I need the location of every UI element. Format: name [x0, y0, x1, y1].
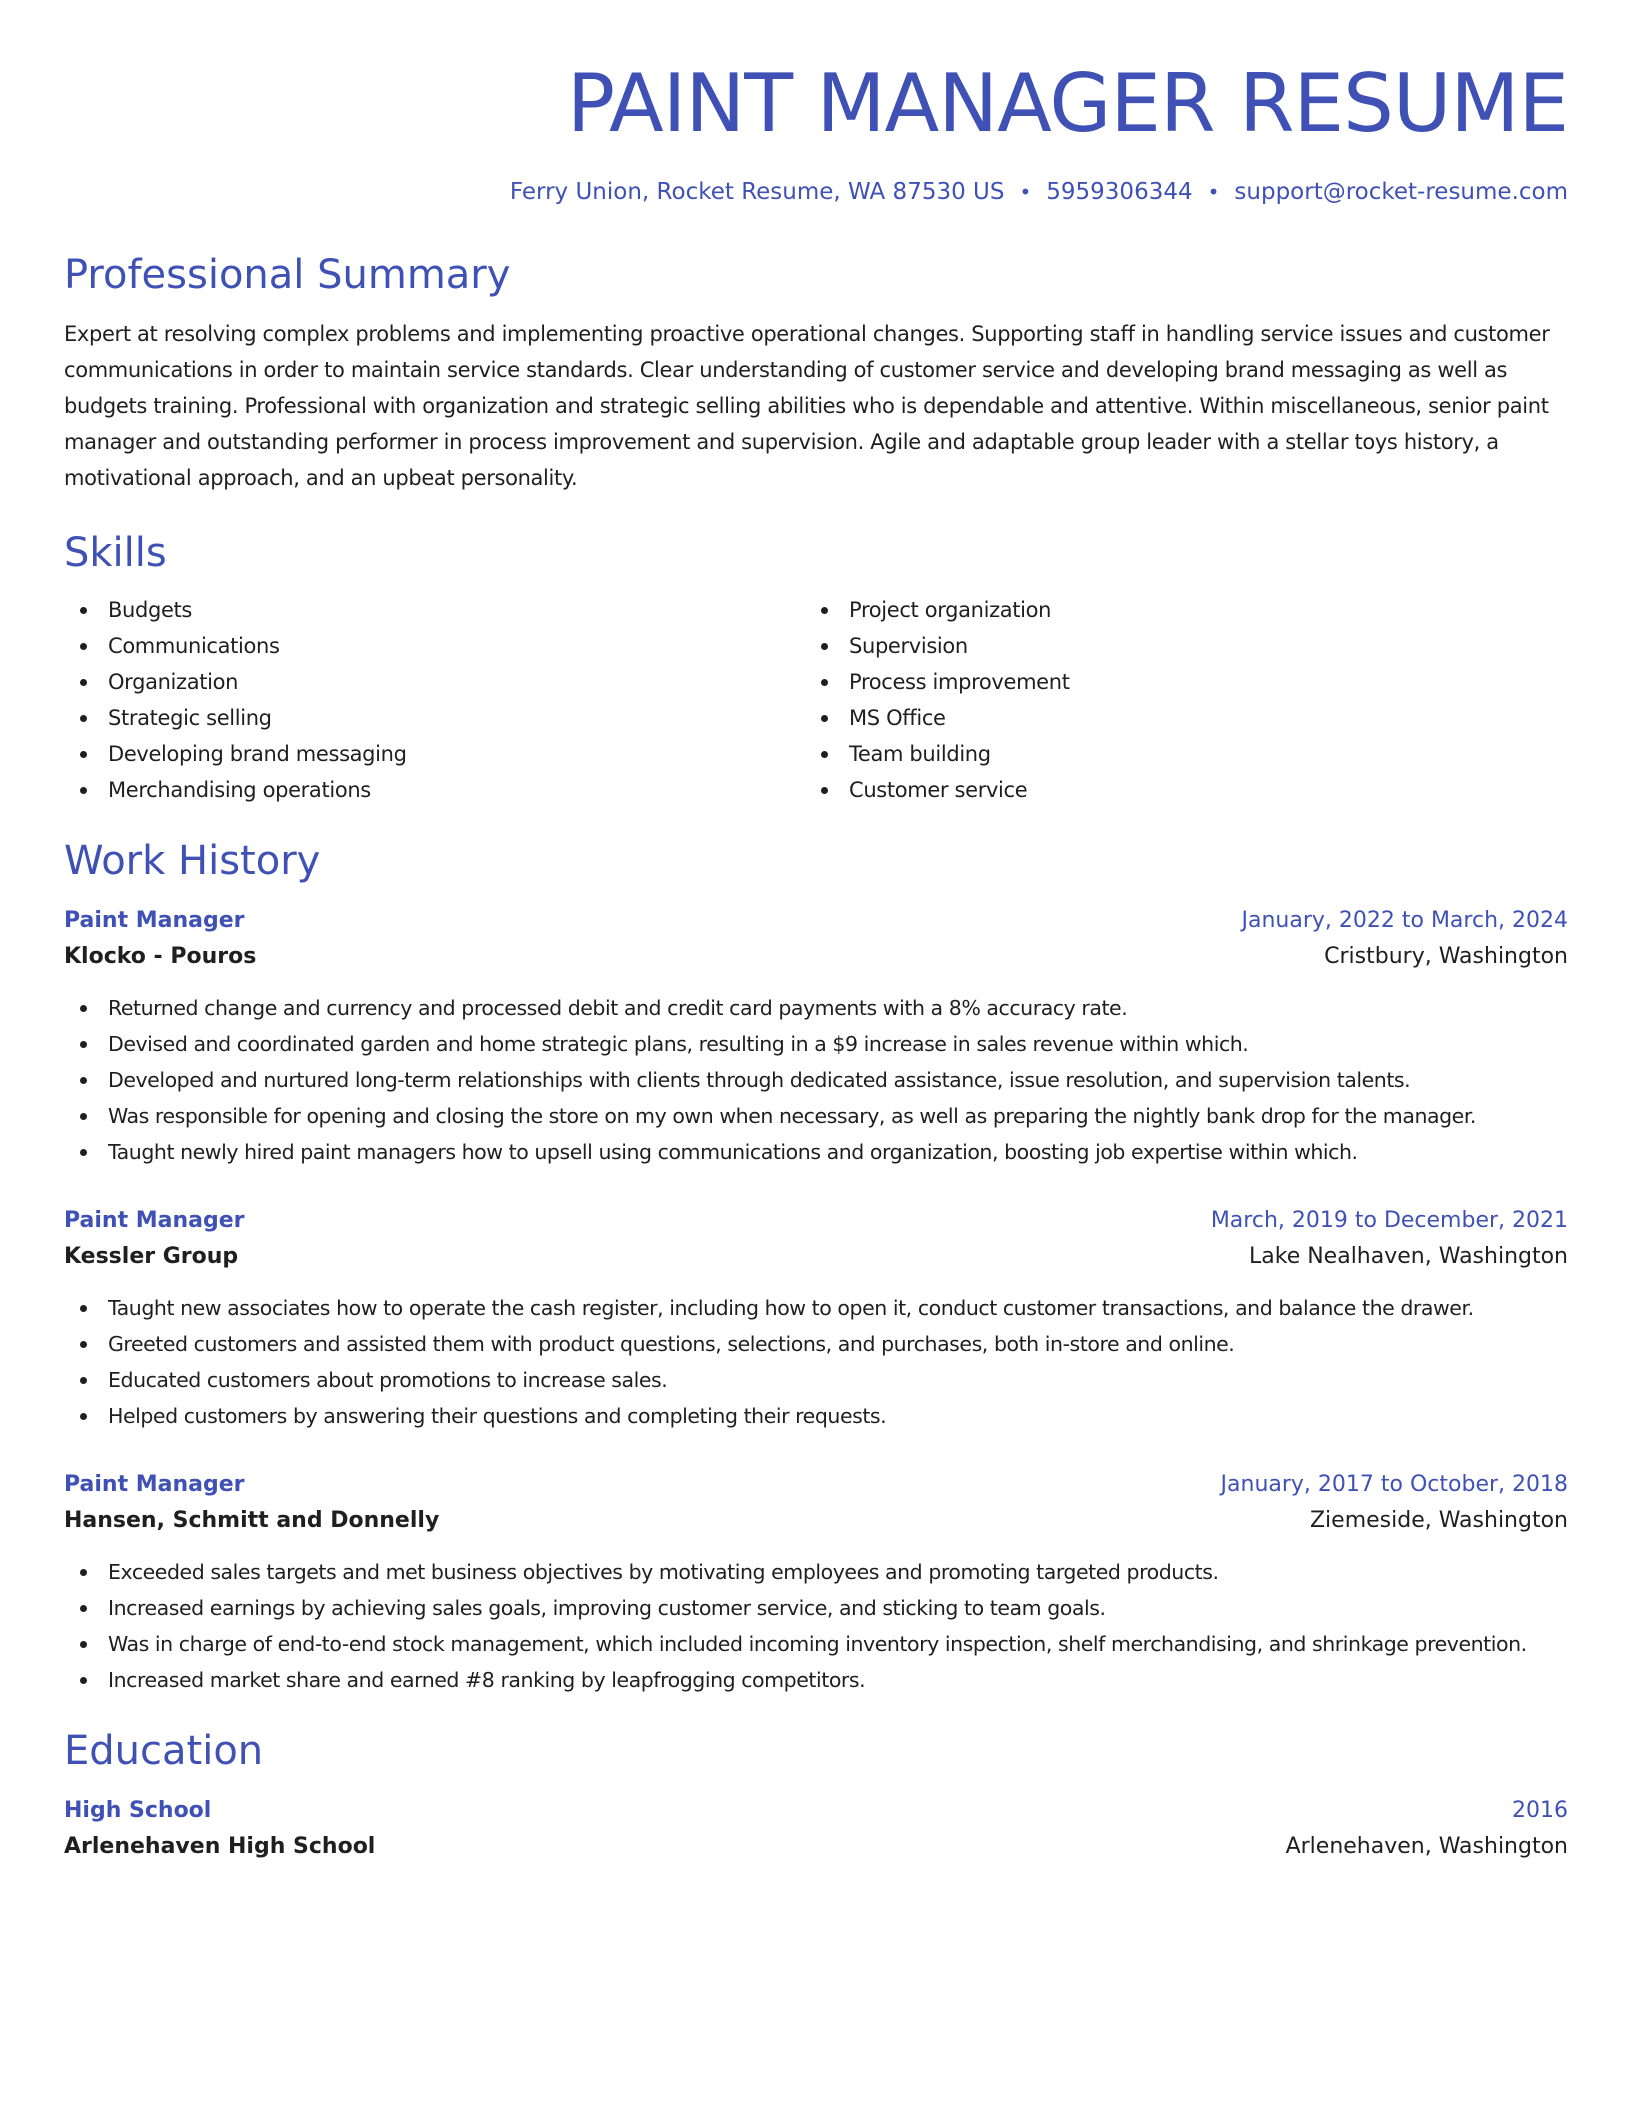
job-company: Kessler Group	[64, 1244, 239, 1269]
contact-line	[64, 176, 1568, 208]
skills-column-left	[64, 592, 805, 808]
skill-item: Developing brand messaging	[64, 736, 805, 772]
education-entry	[64, 1794, 1568, 1866]
job-dates: January, 2022 to March, 2024	[1241, 908, 1568, 933]
skill-item: Organization	[64, 664, 805, 700]
contact-email: support@rocket-resume.com	[1234, 179, 1568, 205]
job-bullet: Helped customers by answering their questions and completing their requests.	[64, 1398, 1568, 1434]
job-dates: March, 2019 to December, 2021	[1210, 1208, 1568, 1233]
job-title: Paint Manager	[64, 908, 245, 933]
job-entry	[64, 1204, 1568, 1434]
education-heading: Education	[64, 1728, 264, 1774]
job-bullet: Increased market share and earned #8 ranking by leapfrogging competitors.	[64, 1662, 1568, 1698]
skill-item: Customer service	[805, 772, 1546, 808]
skill-item: Merchandising operations	[64, 772, 805, 808]
job-bullet: Taught new associates how to operate the cash register, including how to open it, conduct customer transactions, and balance the drawer.	[64, 1290, 1568, 1326]
job-location: Cristbury, Washington	[1324, 944, 1568, 969]
job-bullet: Devised and coordinated garden and home strategic plans, resulting in a $9 increase in sales revenue within which.	[64, 1026, 1568, 1062]
job-title: Paint Manager	[64, 1208, 245, 1233]
skills-heading: Skills	[64, 530, 167, 576]
job-bullet: Was in charge of end-to-end stock management, which included incoming inventory inspection, shelf merchandising, and shrinkage prevention.	[64, 1626, 1568, 1662]
job-bullet: Developed and nurtured long-term relationships with clients through dedicated assistance, issue resolution, and supervision talents.	[64, 1062, 1568, 1098]
contact-separator: •	[1207, 180, 1220, 204]
job-bullets	[64, 990, 1568, 1170]
job-title-row	[64, 1204, 1568, 1238]
education-location: Arlenehaven, Washington	[1285, 1834, 1568, 1859]
job-entry	[64, 1468, 1568, 1698]
skill-item: Process improvement	[805, 664, 1546, 700]
education-school: Arlenehaven High School	[64, 1834, 376, 1859]
job-location: Ziemeside, Washington	[1309, 1508, 1568, 1533]
education-degree-row	[64, 1794, 1568, 1828]
job-entry	[64, 904, 1568, 1170]
skill-item: Supervision	[805, 628, 1546, 664]
resume-name: PAINT MANAGER RESUME	[566, 57, 1568, 150]
job-title-row	[64, 1468, 1568, 1502]
skill-item: MS Office	[805, 700, 1546, 736]
job-bullet: Increased earnings by achieving sales goals, improving customer service, and sticking to team goals.	[64, 1590, 1568, 1626]
skill-item: Project organization	[805, 592, 1546, 628]
job-company: Klocko - Pouros	[64, 944, 257, 969]
job-dates: January, 2017 to October, 2018	[1220, 1472, 1568, 1497]
skill-item: Strategic selling	[64, 700, 805, 736]
job-company-row	[64, 1502, 1568, 1540]
job-bullets	[64, 1290, 1568, 1434]
contact-address: Ferry Union, Rocket Resume, WA 87530 US	[509, 179, 1005, 205]
education-year: 2016	[1512, 1798, 1568, 1823]
job-company-row	[64, 938, 1568, 976]
summary-text: Expert at resolving complex problems and implementing proactive operational changes. Supporting staff in handling service issues and customer communications in order to maintain service standards. Clear understanding of customer service and developing brand messaging as well as budgets training. Professional with organization and strategic selling abilities who is dependable and attentive. Within miscellaneous, senior paint manager and outstanding performer in process improvement and supervision. Agile and adaptable group leader with a stellar toys history, a motivational approach, and an upbeat personality.	[64, 322, 1550, 490]
resume-page	[64, 0, 1568, 1866]
job-bullets	[64, 1554, 1568, 1698]
job-company-row	[64, 1238, 1568, 1276]
education-degree: High School	[64, 1798, 212, 1823]
contact-phone: 5959306344	[1046, 179, 1193, 205]
skill-item: Communications	[64, 628, 805, 664]
skills-list	[64, 592, 1568, 808]
skill-item: Team building	[805, 736, 1546, 772]
job-title: Paint Manager	[64, 1472, 245, 1497]
summary-heading: Professional Summary	[64, 252, 511, 298]
job-bullet: Exceeded sales targets and met business objectives by motivating employees and promoting targeted products.	[64, 1554, 1568, 1590]
job-location: Lake Nealhaven, Washington	[1249, 1244, 1568, 1269]
job-bullet: Greeted customers and assisted them with product questions, selections, and purchases, both in-store and online.	[64, 1326, 1568, 1362]
education-school-row	[64, 1828, 1568, 1866]
job-bullet: Was responsible for opening and closing the store on my own when necessary, as well as preparing the nightly bank drop for the manager.	[64, 1098, 1568, 1134]
job-bullet: Returned change and currency and processed debit and credit card payments with a 8% accuracy rate.	[64, 990, 1568, 1026]
skill-item: Budgets	[64, 592, 805, 628]
job-company: Hansen, Schmitt and Donnelly	[64, 1508, 440, 1533]
job-title-row	[64, 904, 1568, 938]
job-bullet: Educated customers about promotions to increase sales.	[64, 1362, 1568, 1398]
job-bullet: Taught newly hired paint managers how to upsell using communications and organization, boosting job expertise within which.	[64, 1134, 1568, 1170]
work-history-heading: Work History	[64, 838, 321, 884]
skills-column-right	[805, 592, 1546, 808]
contact-separator: •	[1019, 180, 1032, 204]
